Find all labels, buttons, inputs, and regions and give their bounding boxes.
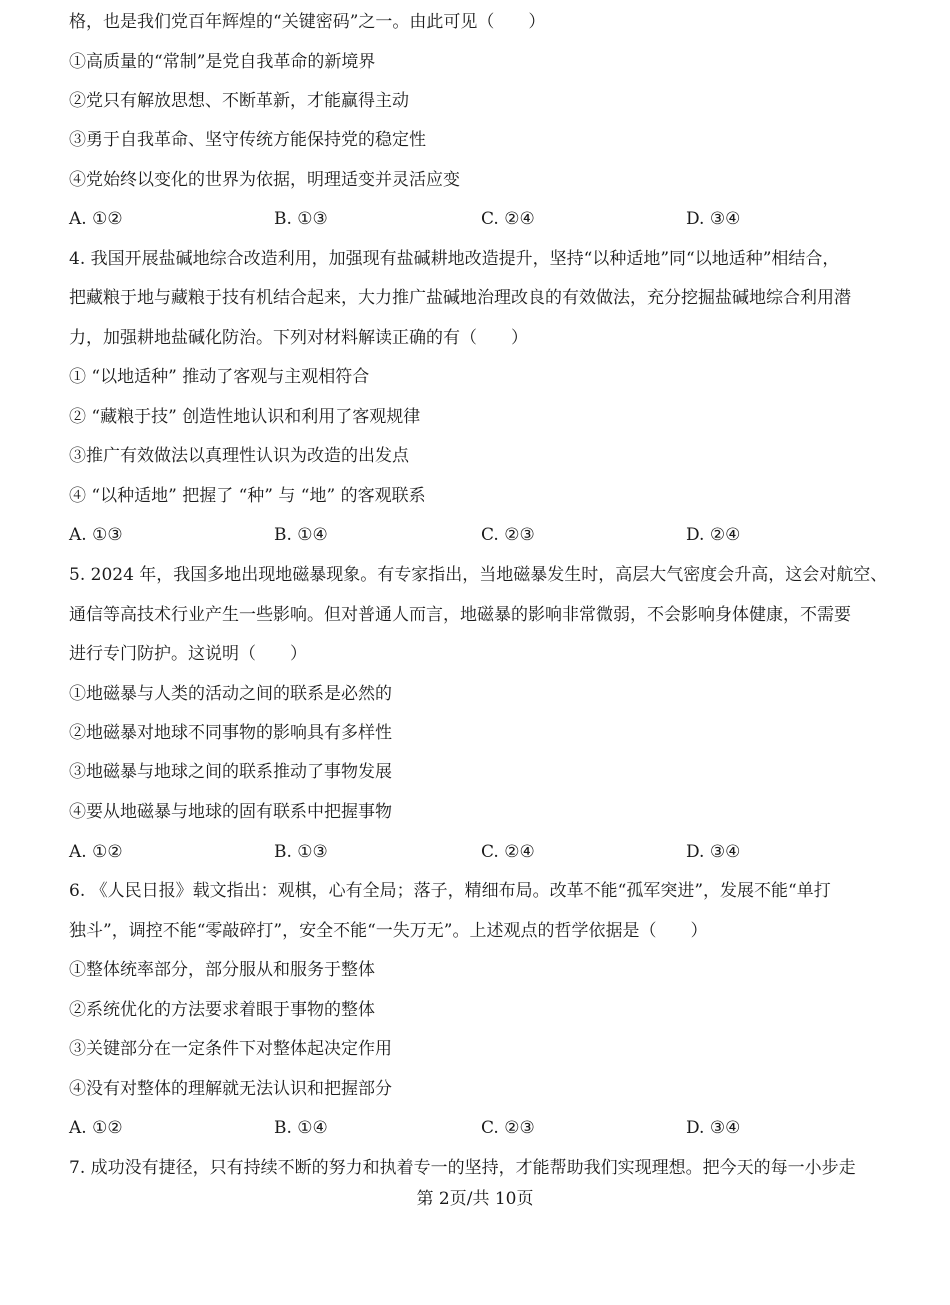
q4-stem-line-2: 把藏粮于地与藏粮于技有机结合起来，大力推广盐碱地治理改良的有效做法，充分挖掘盐碱地综合利用潜 <box>69 288 851 308</box>
q5-option-d[interactable]: D. ③④ <box>686 842 741 862</box>
q3-statement-4: ④党始终以变化的世界为依据，明理适变并灵活应变 <box>69 170 460 190</box>
q6-option-a[interactable]: A. ①② <box>69 1118 123 1138</box>
q6-statement-2: ②系统优化的方法要求着眼于事物的整体 <box>69 1000 375 1020</box>
q5-stem-line-1: 5. 2024 年，我国多地出现地磁暴现象。有专家指出，当地磁暴发生时，高层大气密度会升高，这会对航空、 <box>69 565 888 585</box>
q3-statement-3: ③勇于自我革命、坚守传统方能保持党的稳定性 <box>69 130 426 150</box>
q5-stem-line-2: 通信等高技术行业产生一些影响。但对普通人而言，地磁暴的影响非常微弱，不会影响身体健康，不需要 <box>69 605 851 625</box>
q4-option-d[interactable]: D. ②④ <box>686 525 741 545</box>
q6-options <box>69 1116 889 1140</box>
q6-stem-line-1: 6. 《人民日报》载文指出：观棋，心有全局；落子，精细布局。改革不能“孤军突进”，发展不能“单打 <box>69 881 831 901</box>
q4-option-c[interactable]: C. ②③ <box>481 525 535 545</box>
q6-stem-line-2: 独斗”，调控不能“零敲碎打”，安全不能“一失万无”。上述观点的哲学依据是（ ） <box>69 921 708 941</box>
q6-option-d[interactable]: D. ③④ <box>686 1118 741 1138</box>
q7-stem-line-1: 7. 成功没有捷径，只有持续不断的努力和执着专一的坚持，才能帮助我们实现理想。把今天的每一小步走 <box>69 1158 856 1178</box>
q5-option-b[interactable]: B. ①③ <box>274 842 328 862</box>
q5-statement-4: ④要从地磁暴与地球的固有联系中把握事物 <box>69 802 392 822</box>
q3-stem-tail: 格，也是我们党百年辉煌的“关键密码”之一。由此可见（ ） <box>69 12 546 32</box>
q6-statement-1: ①整体统率部分，部分服从和服务于整体 <box>69 960 375 980</box>
page-number: 第 2页/共 10页 <box>416 1189 534 1209</box>
q3-options <box>69 207 889 231</box>
q5-statement-3: ③地磁暴与地球之间的联系推动了事物发展 <box>69 762 392 782</box>
q5-option-c[interactable]: C. ②④ <box>481 842 535 862</box>
q5-options <box>69 840 889 864</box>
q3-option-b[interactable]: B. ①③ <box>274 209 328 229</box>
q5-statement-2: ②地磁暴对地球不同事物的影响具有多样性 <box>69 723 392 743</box>
q4-options <box>69 523 889 547</box>
q4-statement-4: ④ “以种适地” 把握了 “种” 与 “地” 的客观联系 <box>69 486 426 506</box>
q6-statement-3: ③关键部分在一定条件下对整体起决定作用 <box>69 1039 392 1059</box>
q4-stem-line-1: 4. 我国开展盐碱地综合改造利用，加强现有盐碱耕地改造提升，坚持“以种适地”同“以地适种”相结合， <box>69 249 840 269</box>
q3-option-d[interactable]: D. ③④ <box>686 209 741 229</box>
q6-statement-4: ④没有对整体的理解就无法认识和把握部分 <box>69 1079 392 1099</box>
q4-option-b[interactable]: B. ①④ <box>274 525 328 545</box>
q6-option-c[interactable]: C. ②③ <box>481 1118 535 1138</box>
q4-statement-1: ① “以地适种” 推动了客观与主观相符合 <box>69 367 370 387</box>
q4-statement-3: ③推广有效做法以真理性认识为改造的出发点 <box>69 446 409 466</box>
q6-option-b[interactable]: B. ①④ <box>274 1118 328 1138</box>
q5-statement-1: ①地磁暴与人类的活动之间的联系是必然的 <box>69 684 392 704</box>
q4-stem-line-3: 力，加强耕地盐碱化防治。下列对材料解读正确的有（ ） <box>69 328 528 348</box>
q3-statement-2: ②党只有解放思想、不断革新，才能赢得主动 <box>69 91 409 111</box>
q5-option-a[interactable]: A. ①② <box>69 842 123 862</box>
q3-option-a[interactable]: A. ①② <box>69 209 123 229</box>
q4-option-a[interactable]: A. ①③ <box>69 525 123 545</box>
q4-statement-2: ② “藏粮于技” 创造性地认识和利用了客观规律 <box>69 407 421 427</box>
q3-statement-1: ①高质量的“常制”是党自我革命的新境界 <box>69 52 376 72</box>
q3-option-c[interactable]: C. ②④ <box>481 209 535 229</box>
q5-stem-line-3: 进行专门防护。这说明（ ） <box>69 644 307 664</box>
